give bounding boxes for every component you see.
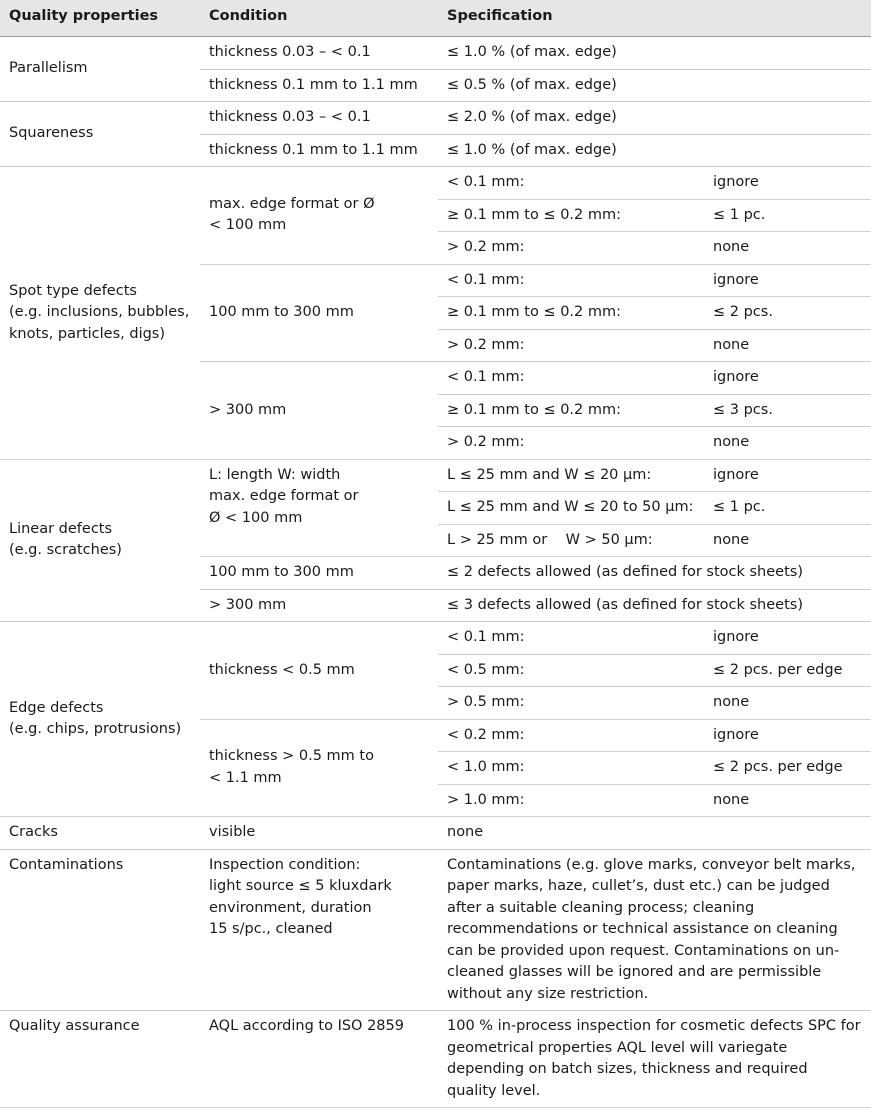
table-row [0,459,871,492]
spec-cell: 100 % in-process inspection for cosmetic defects SPC for geometrical properties AQL level will variegate depending on batch sizes, thickness and required quality level. [438,1011,871,1108]
condition-cell: > 300 mm [200,362,438,460]
size-cell: ≥ 0.1 mm to ≤ 0.2 mm: [438,199,704,232]
property-edge-defects: Edge defects (e.g. chips, protrusions) [0,622,200,817]
condition-cell: 100 mm to 300 mm [200,557,438,590]
size-cell: < 0.2 mm: [438,719,704,752]
table-row [0,622,871,655]
table-row [0,37,871,70]
size-cell: < 0.1 mm: [438,167,704,200]
allowed-cell: none [704,329,871,362]
size-cell: ≥ 0.1 mm to ≤ 0.2 mm: [438,394,704,427]
size-cell: < 0.1 mm: [438,362,704,395]
property-linear-defects: Linear defects (e.g. scratches) [0,459,200,622]
spec-cell: none [438,817,871,850]
allowed-cell: ignore [704,167,871,200]
condition-cell: Inspection condition: light source ≤ 5 kluxdark environment, duration 15 s/pc., cleaned [200,849,438,1011]
size-cell: L ≤ 25 mm and W ≤ 20 µm: [438,459,704,492]
allowed-cell: ≤ 1 pc. [704,492,871,525]
allowed-cell: none [704,687,871,720]
spec-cell: ≤ 1.0 % (of max. edge) [438,134,871,167]
allowed-cell: ≤ 1 pc. [704,199,871,232]
spec-cell: ≤ 2 defects allowed (as defined for stock sheets) [438,557,871,590]
table-row [0,167,871,200]
allowed-cell: ignore [704,459,871,492]
allowed-cell: ignore [704,719,871,752]
condition-cell: thickness 0.1 mm to 1.1 mm [200,134,438,167]
size-cell: < 0.5 mm: [438,654,704,687]
spec-cell: ≤ 3 defects allowed (as defined for stock sheets) [438,589,871,622]
allowed-cell: ignore [704,264,871,297]
size-cell: > 0.2 mm: [438,427,704,460]
condition-cell: visible [200,817,438,850]
spec-cell: ≤ 0.5 % (of max. edge) [438,69,871,102]
size-cell: < 0.1 mm: [438,264,704,297]
table-row [0,849,871,1011]
allowed-cell: ≤ 3 pcs. [704,394,871,427]
allowed-cell: none [704,232,871,265]
size-cell: > 0.5 mm: [438,687,704,720]
header-row [0,0,871,37]
condition-cell: thickness > 0.5 mm to < 1.1 mm [200,719,438,817]
allowed-cell: none [704,427,871,460]
header-condition: Condition [200,0,438,37]
header-specification: Specification [438,0,871,37]
spec-cell: Contaminations (e.g. glove marks, conveyor belt marks, paper marks, haze, cullet’s, dust etc.) can be judged after a suitable cleaning process; cleaning recommendations or technical assistance on cleaning can be provided upon request. Contaminations on un-cleaned glasses will be ignored and are permissible without any size restriction. [438,849,871,1011]
allowed-cell: ≤ 2 pcs. per edge [704,752,871,785]
spec-cell: ≤ 2.0 % (of max. edge) [438,102,871,135]
condition-cell: thickness 0.03 – < 0.1 [200,37,438,70]
condition-cell: AQL according to ISO 2859 [200,1011,438,1108]
spec-cell: ≤ 1.0 % (of max. edge) [438,37,871,70]
condition-cell: max. edge format or Ø < 100 mm [200,167,438,265]
size-cell: < 1.0 mm: [438,752,704,785]
table-row [0,817,871,850]
allowed-cell: ignore [704,622,871,655]
property-quality-assurance: Quality assurance [0,1011,200,1108]
table-row [0,1011,871,1108]
size-cell: > 0.2 mm: [438,329,704,362]
header-quality-properties: Quality properties [0,0,200,37]
condition-cell: thickness < 0.5 mm [200,622,438,720]
property-spot-type-defects: Spot type defects (e.g. inclusions, bubbles, knots, particles, digs) [0,167,200,460]
size-cell: ≥ 0.1 mm to ≤ 0.2 mm: [438,297,704,330]
allowed-cell: none [704,524,871,557]
property-cracks: Cracks [0,817,200,850]
condition-cell: L: length W: width max. edge format or Ø < 100 mm [200,459,438,557]
allowed-cell: ≤ 2 pcs. per edge [704,654,871,687]
condition-cell: thickness 0.1 mm to 1.1 mm [200,69,438,102]
property-contaminations: Contaminations [0,849,200,1011]
size-cell: > 1.0 mm: [438,784,704,817]
condition-cell: > 300 mm [200,589,438,622]
property-squareness: Squareness [0,102,200,167]
allowed-cell: ignore [704,362,871,395]
size-cell: < 0.1 mm: [438,622,704,655]
condition-cell: 100 mm to 300 mm [200,264,438,362]
size-cell: L ≤ 25 mm and W ≤ 20 to 50 µm: [438,492,704,525]
size-cell: > 0.2 mm: [438,232,704,265]
table-row [0,102,871,135]
condition-cell: thickness 0.03 – < 0.1 [200,102,438,135]
size-cell: L > 25 mm or W > 50 µm: [438,524,704,557]
allowed-cell: ≤ 2 pcs. [704,297,871,330]
allowed-cell: none [704,784,871,817]
property-parallelism: Parallelism [0,37,200,102]
